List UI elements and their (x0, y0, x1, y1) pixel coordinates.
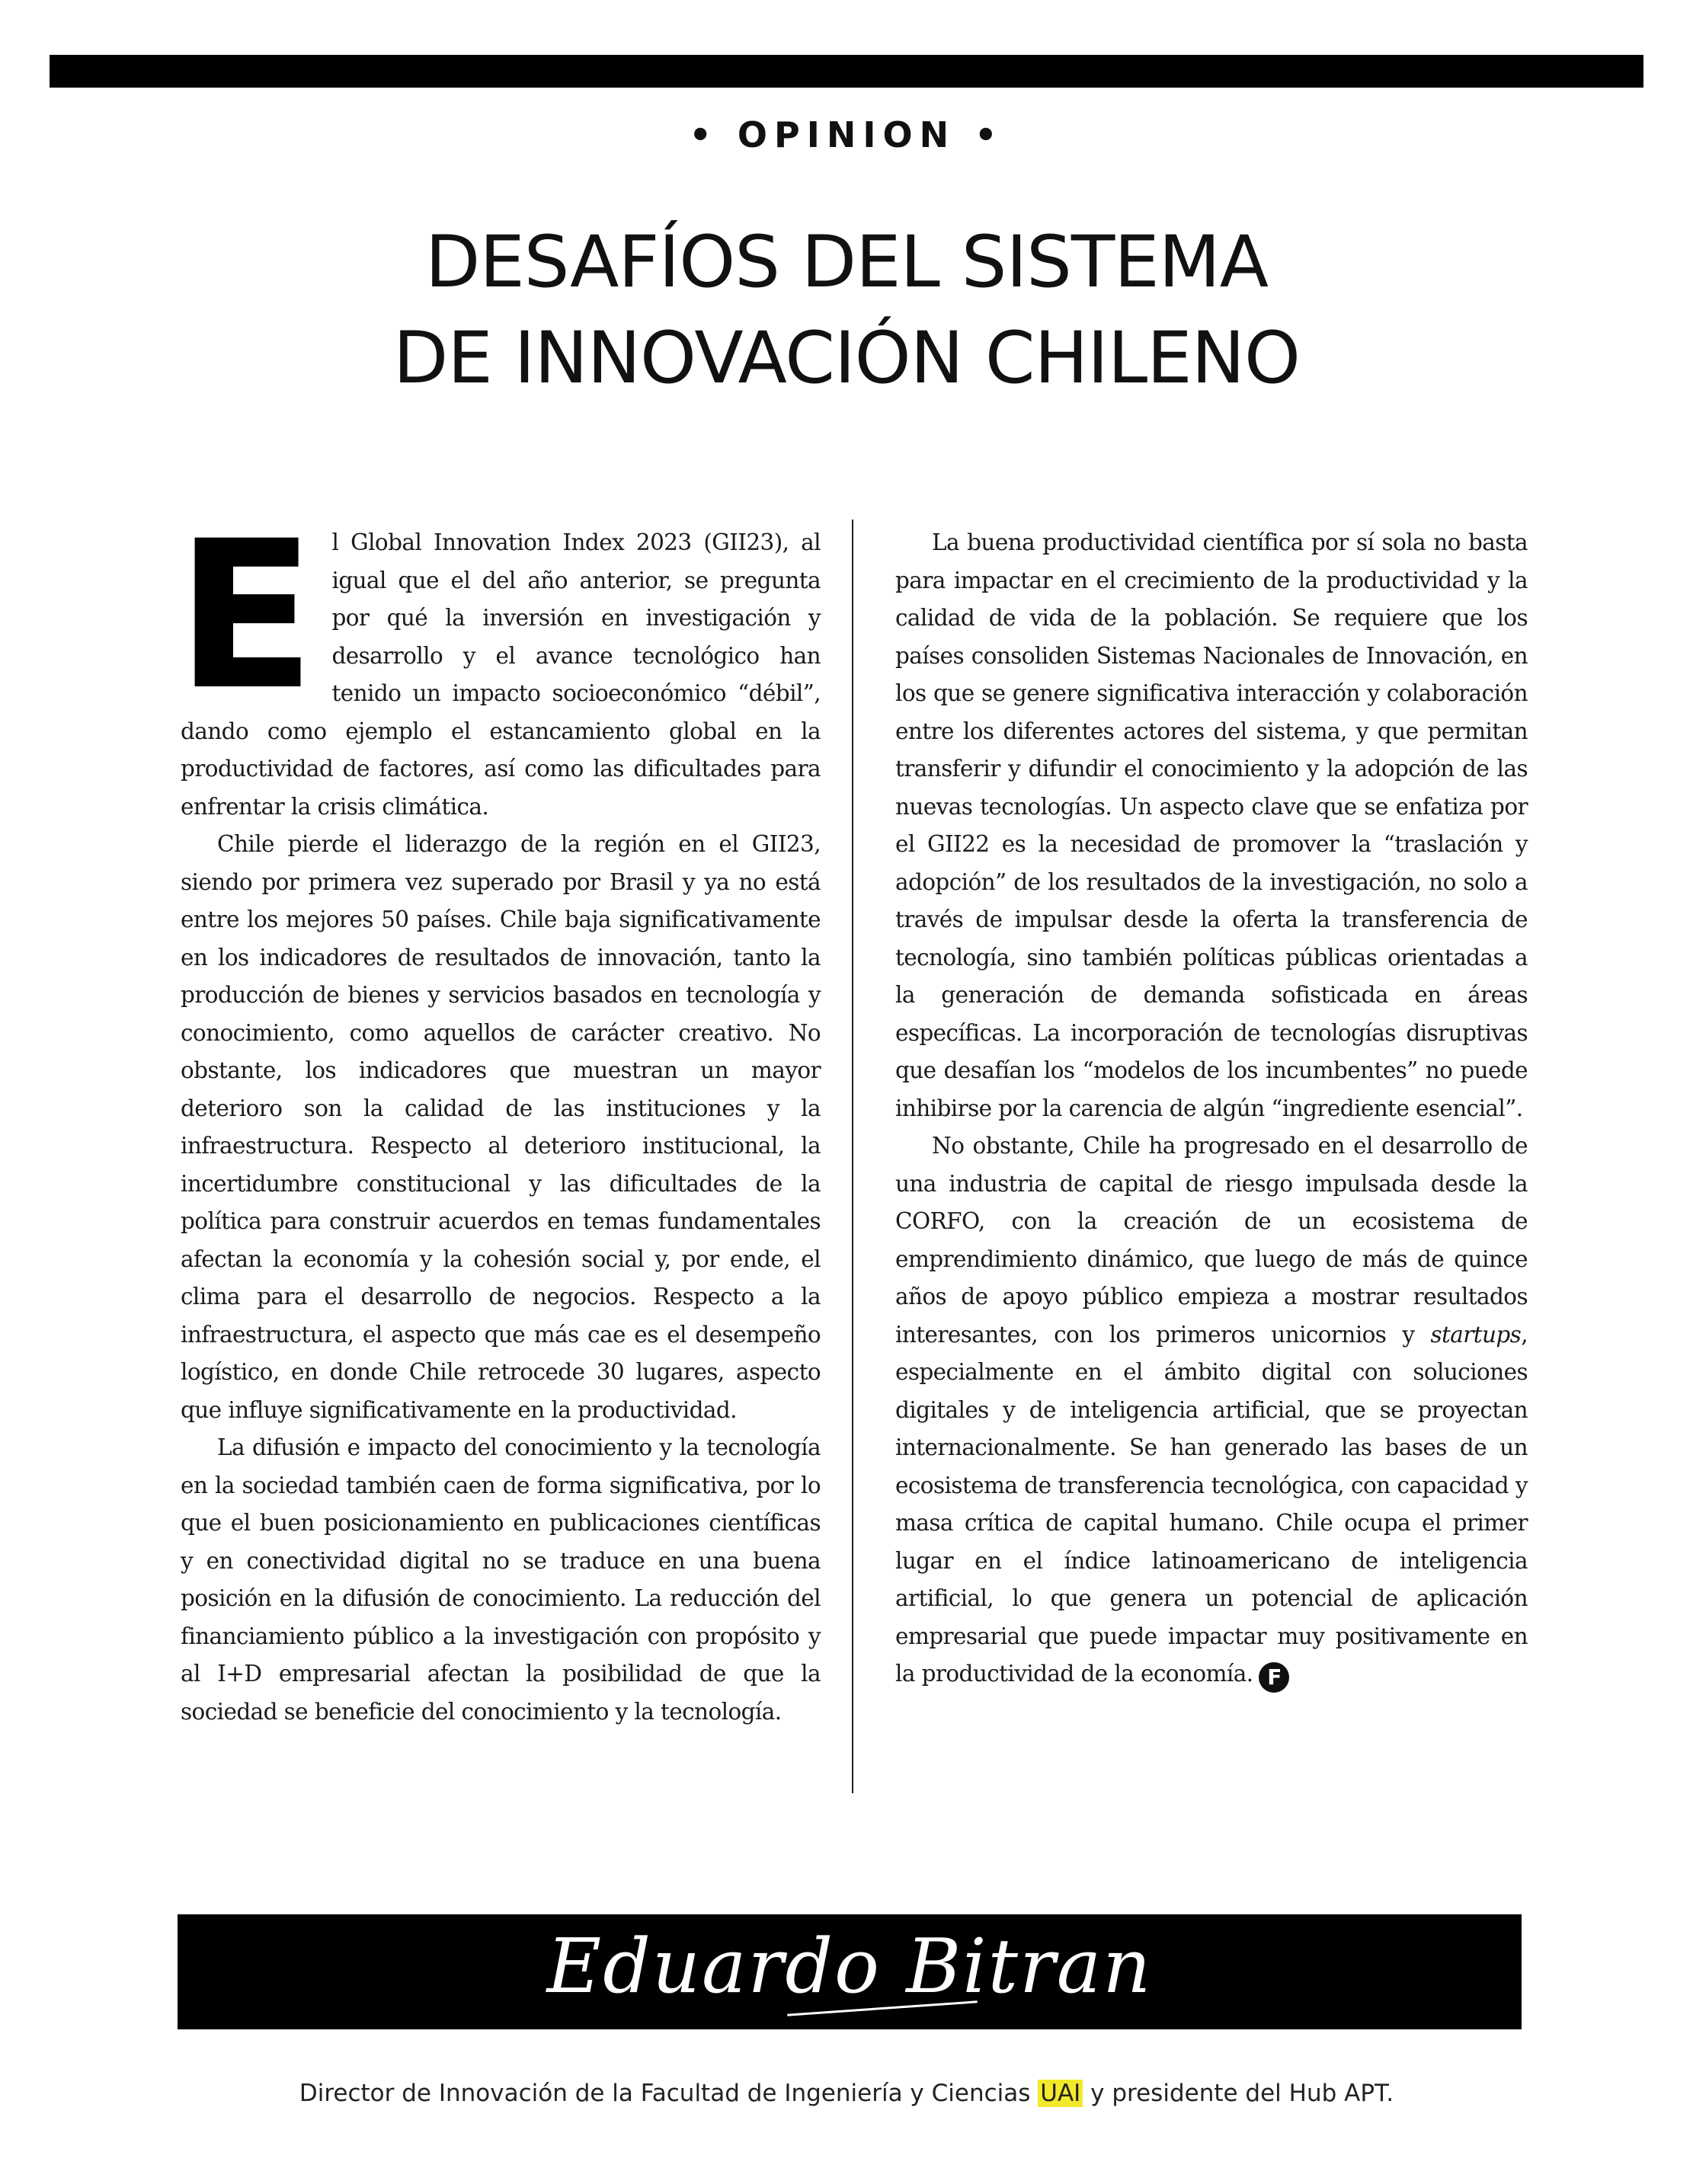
paragraph-5-text-end: , especialmente en el ámbito digital con soluciones digitales y de inteligencia artificial, que se proyectan internacionalmente. Se han generado las bases de un ecosistema de transferencia tecnológica, con capacidad y masa crítica de capital humano. Chile ocupa el primer lugar en el índice latinoamericano de inteligencia artificial, lo que genera un potencial de aplicación empresarial que puede impactar muy positivamente en la productividad de la economía. (895, 1321, 1528, 1687)
signature-bar (178, 1914, 1522, 2029)
article-column-right (895, 524, 1528, 1693)
title-line-1: DESAFÍOS DEL SISTEMA (424, 221, 1269, 304)
author-bio-highlight: UAI (1038, 2080, 1083, 2107)
section-label: • OPINION • (689, 114, 1004, 155)
drop-cap: E (176, 497, 315, 735)
paragraph-4: La buena productividad científica por sí sola no basta para impactar en el crecimiento de la productividad y la calidad de vida de la población. Se requiere que los países consoliden Sistemas Nacionales de Innovación, en los que se genere significativa interacción y colaboración entre los diferentes actores del sistema, y que permitan transferir y difundir el conocimiento y la adopción de las nuevas tecnologías. Un aspecto clave que se enfatiza por el GII22 es la necesidad de promover la “traslación y adopción” de los resultados de la investigación, no solo a través de impulsar desde la oferta la transferencia de tecnología, sino también políticas públicas orientadas a la generación de demanda sofisticada en áreas específicas. La incorporación de tecnologías disruptivas que desafían los “modelos de los incumbentes” no puede inhibirse por la carencia de algún “ingrediente esencial”. (895, 529, 1528, 1121)
end-mark-icon: F (1259, 1662, 1289, 1693)
column-divider (852, 520, 853, 1793)
title-line-2: DE INNOVACIÓN CHILENO (393, 317, 1300, 400)
author-signature: Eduardo Bitran (546, 1923, 1153, 2010)
startups-italic: startups (1430, 1321, 1522, 1348)
paragraph-1 (176, 497, 821, 826)
paragraph-2: Chile pierde el liderazgo de la región en el GII23, siendo por primera vez superado por Brasil y ya no está entre los mejores 50 países. Chile baja significativamente en los indicadores de resultados de innovación, tanto la producción de bienes y servicios basados en tecnología y conocimiento, como aquellos de carácter creativo. No obstante, los indicadores que muestran un mayor deterioro son la calidad de las instituciones y la infraestructura. Respecto al deterioro institucional, la incertidumbre constitucional y las dificultades de la política para construir acuerdos en temas fundamentales afectan la economía y la cohesión social y, por ende, el clima para el desarrollo de negocios. Respecto a la infraestructura, el aspecto que más cae es el desempeño logístico, en donde Chile retrocede 30 lugares, aspecto que influye significativamente en la productividad. (181, 831, 821, 1423)
author-bio (0, 2080, 1693, 2107)
paragraph-5-text-start: No obstante, Chile ha progresado en el desarrollo de una industria de capital de riesgo impulsada desde la CORFO, con la creación de un ecosistema de emprendimiento dinámico, que luego de más de quince años de apoyo público empieza a mostrar resultados interesantes, con los primeros unicornios y (895, 1133, 1528, 1348)
article-title (0, 215, 1693, 407)
top-rule-bar (50, 55, 1643, 88)
paragraph-3: La difusión e impacto del conocimiento y la tecnología en la sociedad también caen de forma significativa, por lo que el buen posicionamiento en publicaciones científicas y en conectividad digital no se traduce en una buena posición en la difusión de conocimiento. La reducción del financiamiento público a la investigación con propósito y al I+D empresarial afectan la posibilidad de que la sociedad se beneficie del conocimiento y la tecnología. (181, 1434, 821, 1725)
article-column-left (176, 497, 821, 1731)
author-bio-text-end: y presidente del Hub APT. (1083, 2080, 1394, 2107)
paragraph-5 (895, 1127, 1528, 1693)
author-bio-text-start: Director de Innovación de la Facultad de Ingeniería y Ciencias (299, 2080, 1039, 2107)
paragraph-1-text: l Global Innovation Index 2023 (GII23), al igual que el del año anterior, se pregunta por qué la inversión en investigación y desarrollo y el avance tecnológico han tenido un impacto socioeconómico “débil”, dando como ejemplo el estancamiento global en la productividad de factores, así como las dificultades para enfrentar la crisis climática. (181, 529, 821, 820)
